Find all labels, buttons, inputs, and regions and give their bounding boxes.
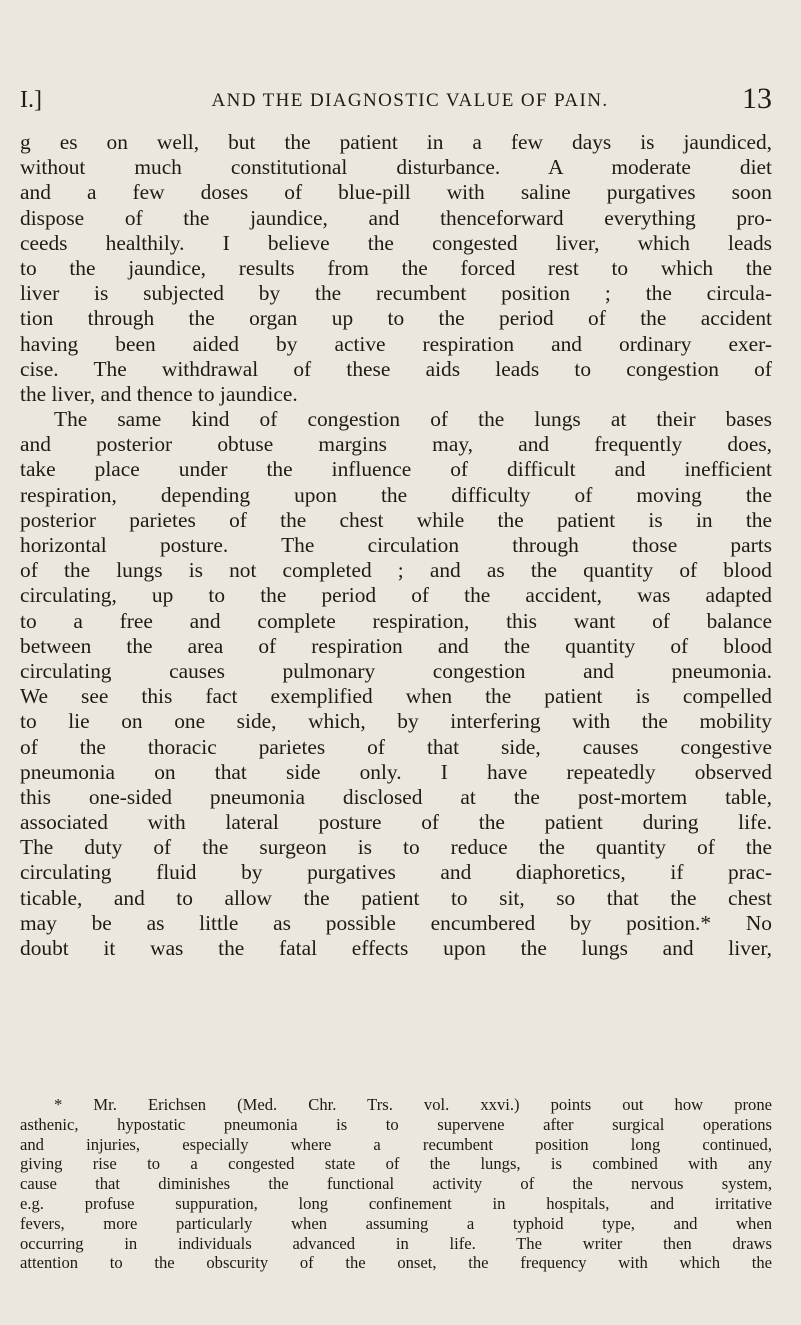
footnote-line: * Mr. Erichsen (Med. Chr. Trs. vol. xxvi.) points out how prone	[54, 1095, 772, 1114]
footnote-line: occurring in individuals advanced in life. The writer then draws	[20, 1233, 772, 1253]
footnote	[20, 1095, 772, 1273]
footnote-line: fevers, more particularly when assuming a typhoid type, and when	[20, 1213, 772, 1233]
text-line: posterior parietes of the chest while the patient is in the	[20, 507, 772, 532]
text-line: We see this fact exemplified when the patient is compelled	[20, 684, 772, 709]
text-line: g es on well, but the patient in a few days is jaundiced,	[20, 130, 772, 154]
text-line: circulating fluid by purgatives and diaphoretics, if prac-	[20, 860, 772, 885]
paragraph-start: The same kind of congestion of the lungs at their bases	[54, 407, 772, 432]
text-line: the liver, and thence to jaundice.	[20, 381, 298, 406]
text-line: of the thoracic parietes of that side, causes congestive	[20, 734, 772, 759]
footnote-line: e.g. profuse suppuration, long confinement in hospitals, and irritative	[20, 1193, 772, 1213]
footnote-line: and injuries, especially where a recumbent position long continued,	[20, 1134, 772, 1154]
text-line: ceeds healthily. I believe the congested liver, which leads	[20, 230, 772, 255]
text-line: respiration, depending upon the difficulty of moving the	[20, 482, 772, 507]
text-line: tion through the organ up to the period of the accident	[20, 306, 772, 331]
text-line: The duty of the surgeon is to reduce the quantity of the	[20, 835, 772, 860]
footnote-line: asthenic, hypostatic pneumonia is to supervene after surgical operations	[20, 1114, 772, 1134]
footnote-line: attention to the obscurity of the onset, the frequency with which the	[20, 1253, 772, 1273]
text-line: horizontal posture. The circulation through those parts	[20, 533, 772, 557]
text-line: this one-sided pneumonia disclosed at the post-mortem table,	[20, 784, 772, 809]
running-title: AND THE DIAGNOSTIC VALUE OF PAIN.	[211, 90, 609, 111]
text-line: doubt it was the fatal effects upon the lungs and liver,	[20, 936, 772, 960]
text-line: without much constitutional disturbance. A moderate diet	[20, 155, 772, 180]
text-line: having been aided by active respiration and ordinary exer-	[20, 331, 772, 356]
text-line: to the jaundice, results from the forced rest to which the	[20, 255, 772, 280]
footnote-line: cause that diminishes the functional activity of the nervous system,	[20, 1174, 772, 1194]
text-line: circulating, up to the period of the accident, was adapted	[20, 583, 772, 608]
text-line: between the area of respiration and the quantity of blood	[20, 633, 772, 658]
text-line: and a few doses of blue-pill with saline purgatives soon	[20, 180, 772, 205]
footnote-line: giving rise to a congested state of the lungs, is combined with any	[20, 1154, 772, 1174]
section-marker: I.]	[20, 87, 42, 113]
text-line: dispose of the jaundice, and thenceforward everything pro-	[20, 205, 772, 230]
running-header	[20, 82, 772, 118]
page-number: 13	[742, 82, 772, 115]
text-line: cise. The withdrawal of these aids leads to congestion of	[20, 356, 772, 381]
text-line: may be as little as possible encumbered by position.* No	[20, 910, 772, 935]
text-line: pneumonia on that side only. I have repeatedly observed	[20, 759, 772, 784]
text-line: associated with lateral posture of the patient during life.	[20, 810, 772, 835]
text-line: circulating causes pulmonary congestion and pneumonia.	[20, 658, 772, 683]
text-line: ticable, and to allow the patient to sit, so that the chest	[20, 885, 772, 910]
text-line: of the lungs is not completed ; and as the quantity of blood	[20, 558, 772, 583]
text-line: to lie on one side, which, by interfering with the mobility	[20, 709, 772, 734]
text-line: liver is subjected by the recumbent position ; the circula-	[20, 281, 772, 306]
body-text	[20, 130, 772, 961]
text-line: and posterior obtuse margins may, and frequently does,	[20, 432, 772, 457]
text-line: to a free and complete respiration, this want of balance	[20, 608, 772, 633]
text-line: take place under the influence of difficult and inefficient	[20, 457, 772, 482]
